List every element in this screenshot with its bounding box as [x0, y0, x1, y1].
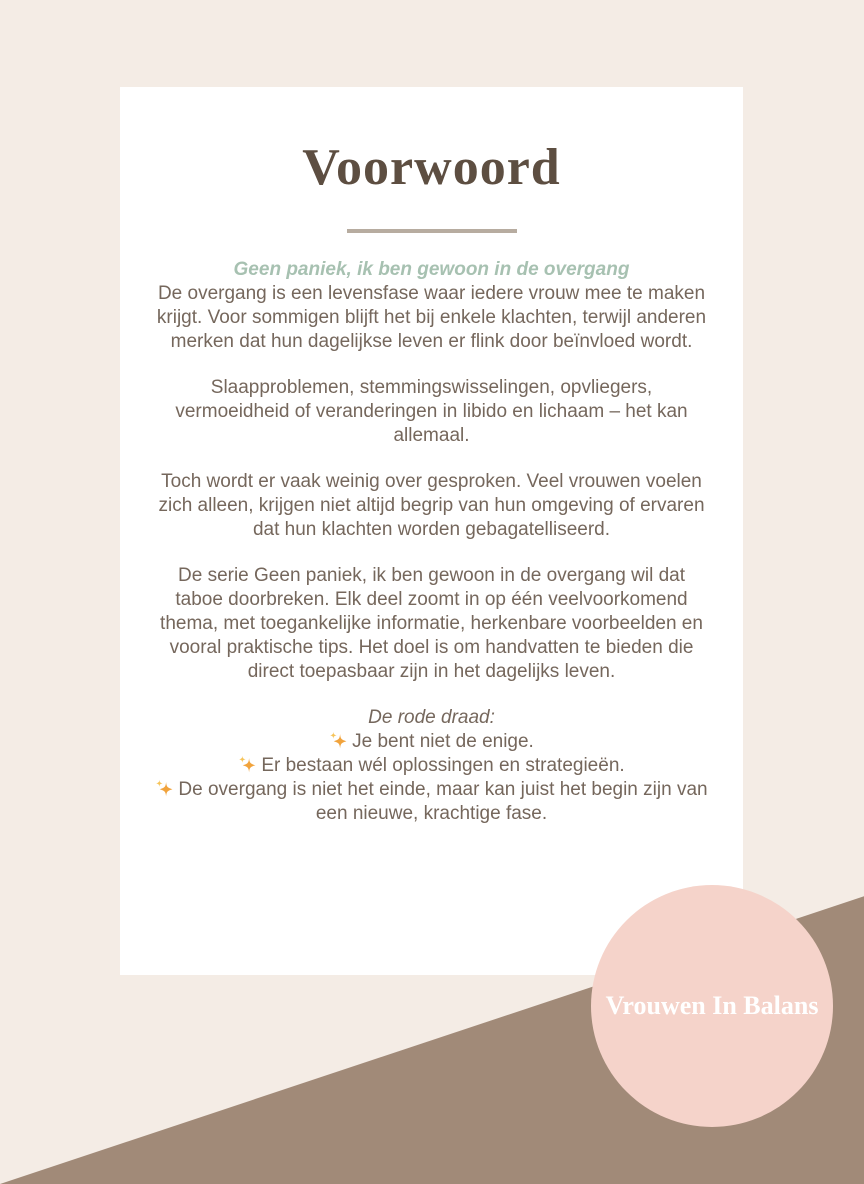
paragraph: Slaapproblemen, stemmingswisselingen, opvliegers, vermoeidheid of veranderingen in libido en lichaam – het kan allemaal. [175, 377, 688, 446]
list-item [152, 778, 711, 826]
foreword-text [152, 258, 711, 826]
list-item-text: De overgang is niet het einde, maar kan juist het begin zijn van een nieuwe, krachtige fase. [178, 779, 708, 824]
paragraph: De overgang is een levensfase waar iedere vrouw mee te maken krijgt. Voor sommigen blijft het bij enkele klachten, terwijl anderen merken dat hun dagelijkse leven er flink door beïnvloed wordt. [156, 283, 707, 352]
foreword-card [120, 87, 743, 975]
sparkle-icon [238, 755, 257, 774]
bullet-list [152, 730, 711, 826]
paragraph: Toch wordt er vaak weinig over gesproken. Veel vrouwen voelen zich alleen, krijgen niet altijd begrip van hun omgeving of ervaren dat hun klachten worden gebagatelliseerd. [158, 471, 705, 540]
list-item-text: Je bent niet de enige. [352, 731, 534, 752]
series-subtitle: Geen paniek, ik ben gewoon in de overgang [233, 259, 630, 280]
brand-badge [591, 885, 833, 1127]
list-item-text: Er bestaan wél oplossingen en strategieën. [261, 755, 625, 776]
title-divider [347, 229, 517, 233]
list-item [152, 754, 711, 778]
page-title: Voorwoord [302, 139, 561, 196]
sparkle-icon [329, 731, 348, 750]
brand-badge-text: Vrouwen In Balans [605, 991, 819, 1020]
sparkle-icon [155, 779, 174, 798]
list-item [152, 730, 711, 754]
paragraph: De serie Geen paniek, ik ben gewoon in de overgang wil dat taboe doorbreken. Elk deel zoomt in op één veelvoorkomend thema, met toegankelijke informatie, herkenbare voorbeelden en vooral praktische tips. Het doel is om handvatten te bieden die direct toepasbaar zijn in het dagelijks leven. [160, 565, 703, 682]
list-intro: De rode draad: [368, 707, 495, 728]
